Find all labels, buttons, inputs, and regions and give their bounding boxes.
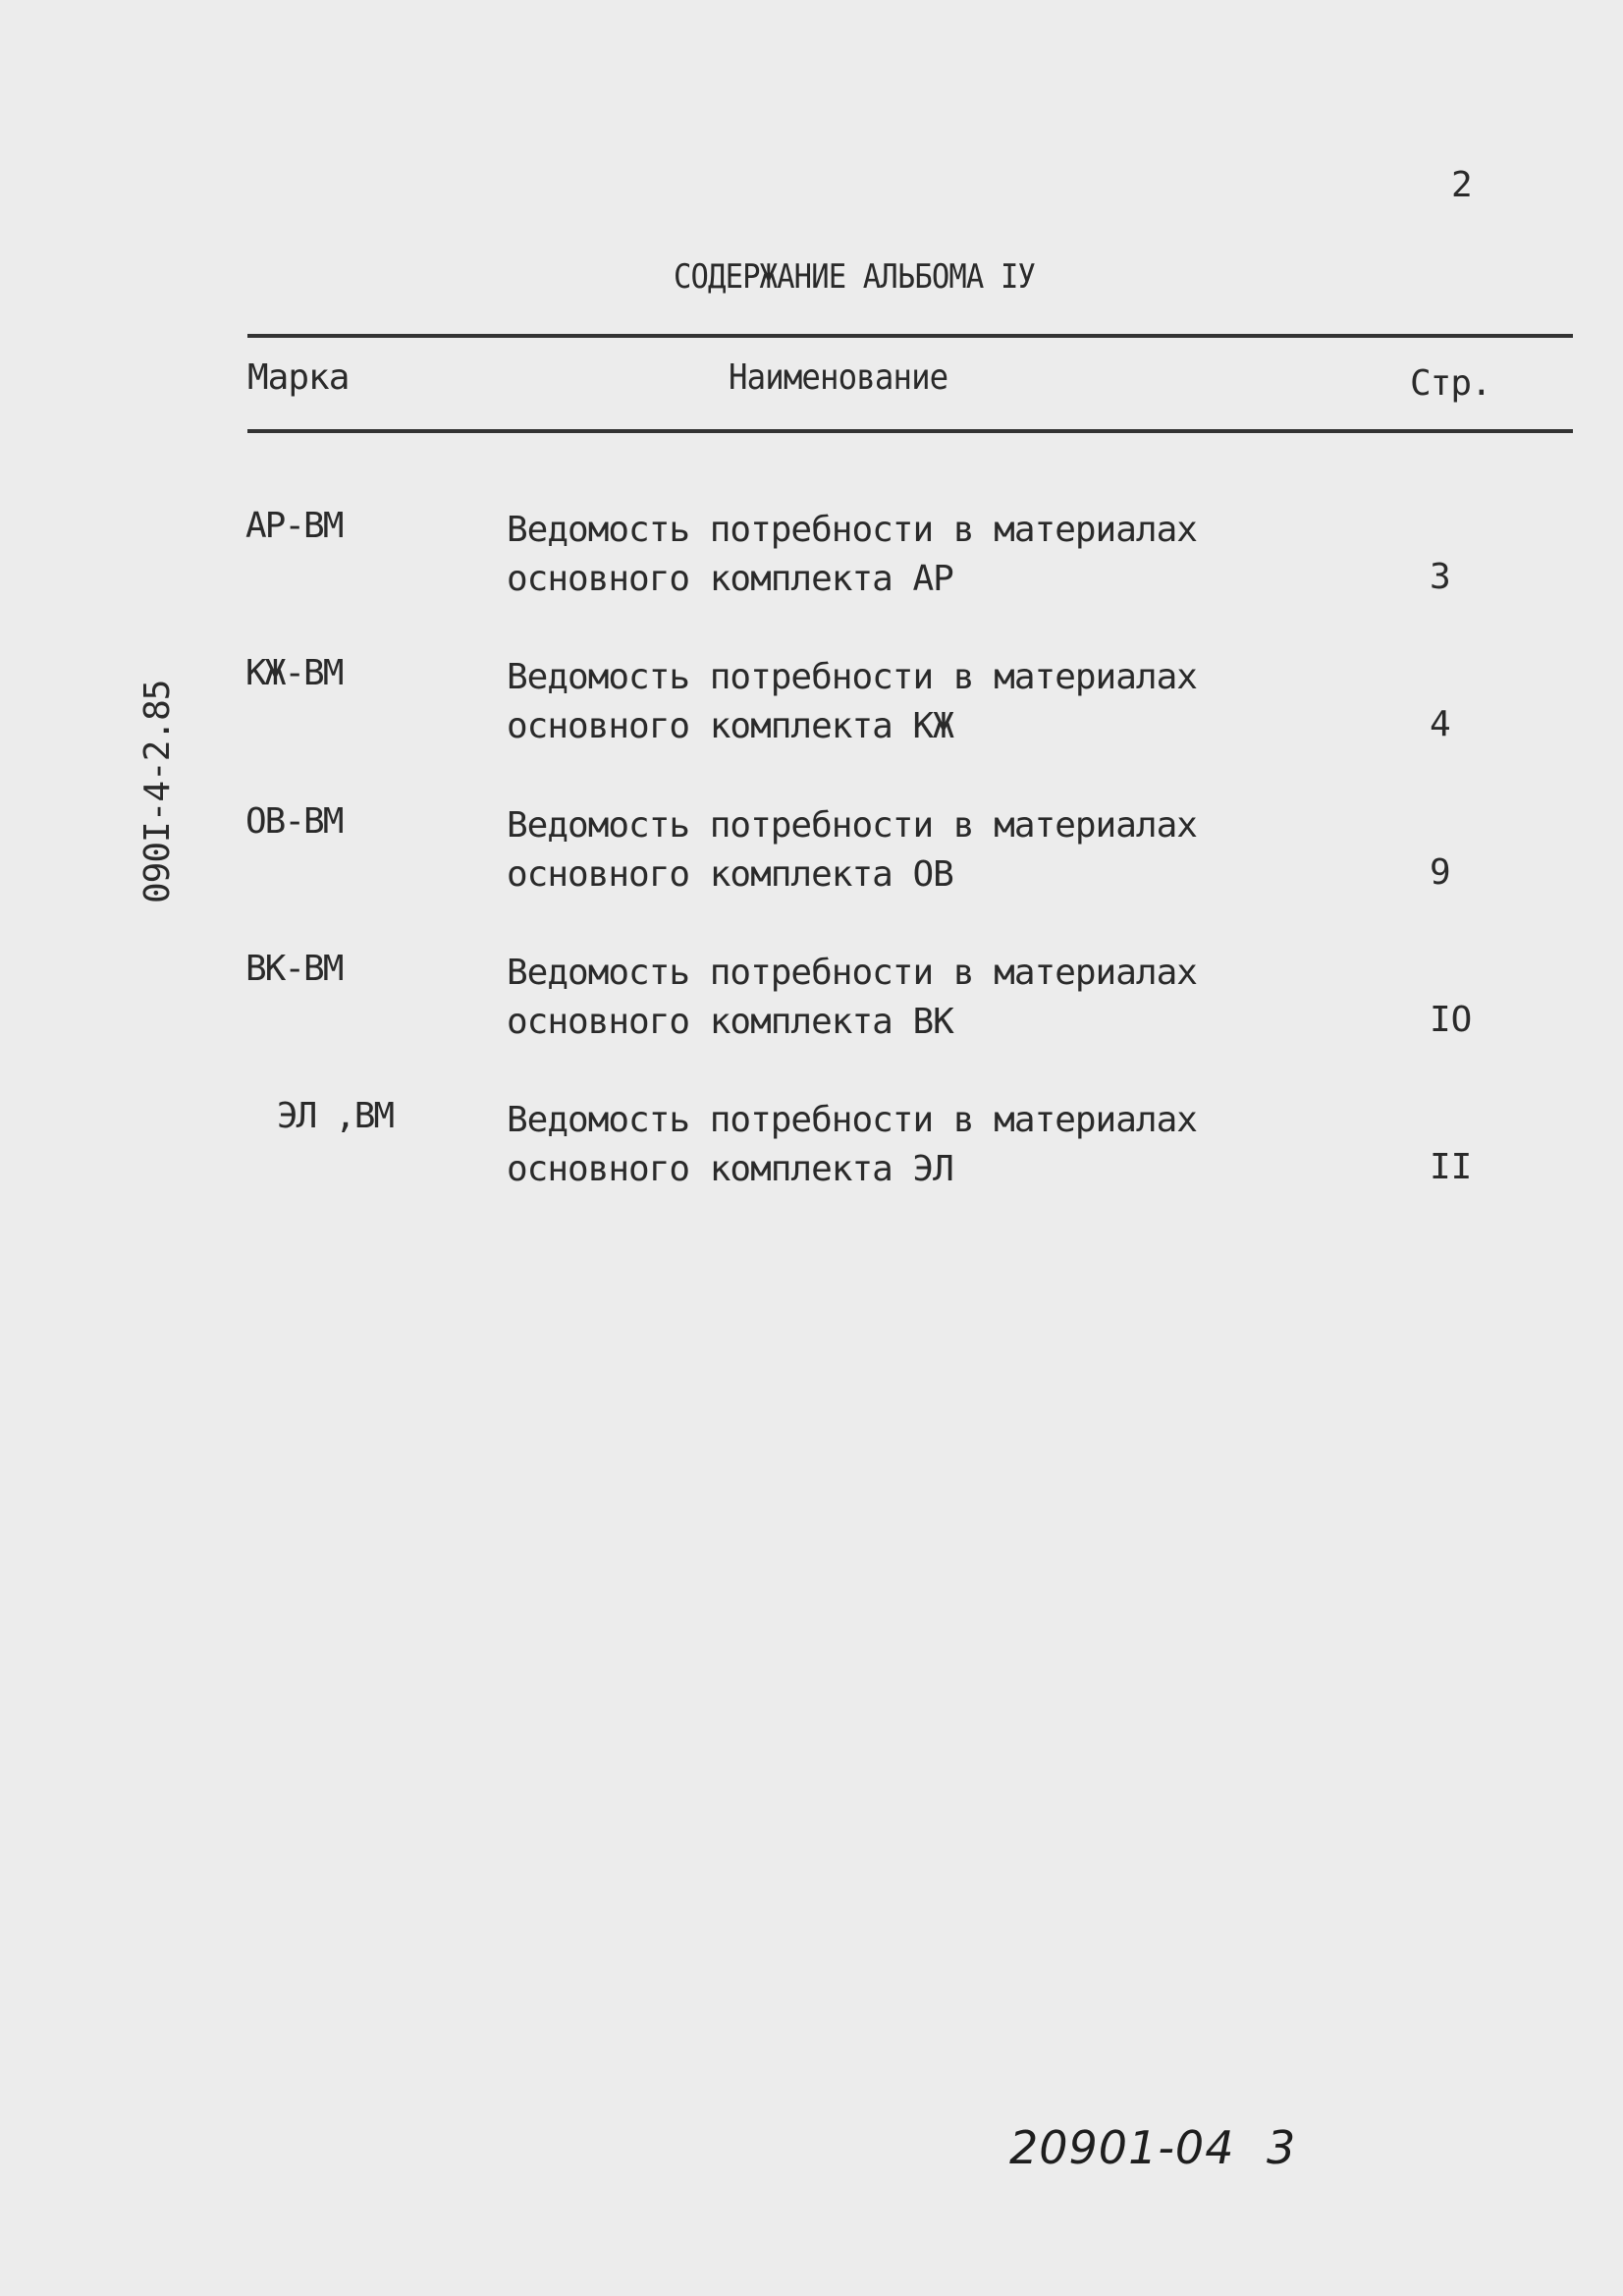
header-name: Наименование [729,357,948,398]
table-row [0,1096,1623,1204]
row-name [507,949,1197,1047]
header-page: Стр. [1410,363,1491,404]
row-name [507,506,1197,604]
table-row [0,949,1623,1057]
table-row [0,801,1623,909]
row-name-line2: основного комплекта КЖ [507,706,953,746]
row-name-line2: основного комплекта ВК [507,1002,953,1042]
row-mark: АР-ВМ [245,506,343,546]
header-mark: Марка [247,357,350,398]
row-name-line1: Ведомость потребности в материалах [507,510,1197,550]
row-page: 3 [1430,557,1451,597]
row-page: 4 [1430,704,1451,744]
side-document-code: 090I-4-2.85 [137,680,178,903]
row-name-line1: Ведомость потребности в материалах [507,1100,1197,1140]
row-name-line1: Ведомость потребности в материалах [507,805,1197,846]
row-name-line1: Ведомость потребности в материалах [507,657,1197,697]
row-name [507,653,1197,751]
row-mark: ОВ-ВМ [245,801,343,842]
row-name-line1: Ведомость потребности в материалах [507,953,1197,993]
row-name [507,801,1197,900]
page-number: 2 [1451,165,1473,205]
row-name-line2: основного комплекта ОВ [507,854,953,895]
footer-document-code: 20901-04 [1009,2121,1235,2174]
table-row [0,506,1623,614]
table-header-rule [247,429,1573,433]
row-mark: ВК-ВМ [245,949,343,989]
row-mark: КЖ-ВМ [245,653,343,693]
row-name-line2: основного комплекта АР [507,559,953,599]
table-row [0,653,1623,761]
row-name-line2: основного комплекта ЭЛ [507,1149,953,1189]
row-page: II [1430,1147,1473,1187]
row-page: 9 [1430,852,1451,893]
row-mark: ЭЛ ,ВМ [277,1096,394,1136]
document-title: СОДЕРЖАНИЕ АЛЬБОМА IУ [674,257,1035,297]
row-page: IO [1430,1000,1473,1040]
table-top-rule [247,334,1573,338]
footer-sheet-number: 3 [1267,2121,1296,2174]
row-name [507,1096,1197,1194]
